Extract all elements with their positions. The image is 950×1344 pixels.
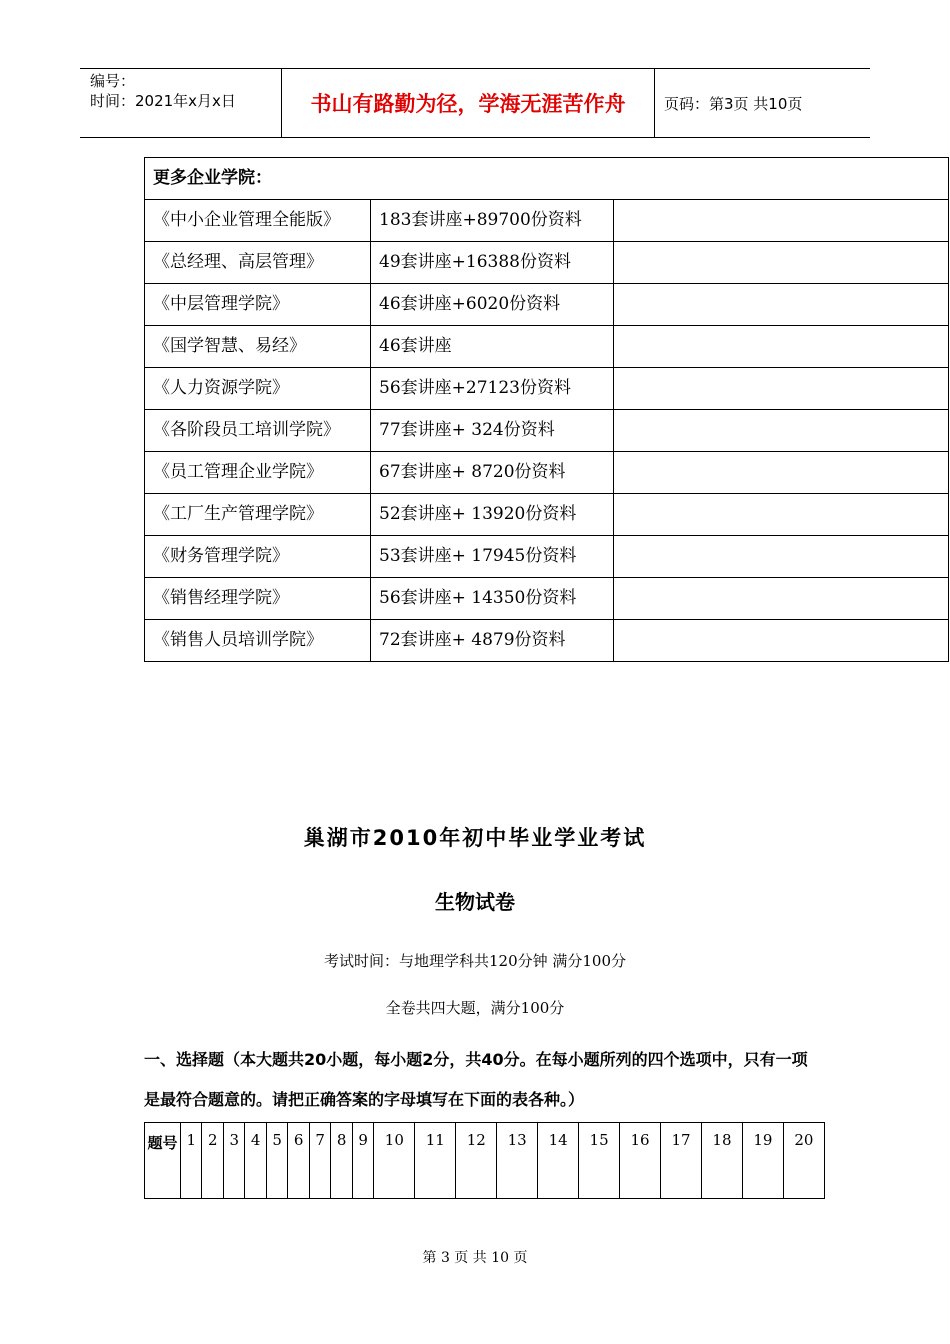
course-row bbox=[145, 494, 949, 536]
answer-number-cell: 19 bbox=[742, 1123, 783, 1199]
course-empty-cell bbox=[614, 326, 949, 368]
date-label: 时间：2021年x月x日 bbox=[90, 92, 236, 110]
answer-number-cell: 20 bbox=[783, 1123, 824, 1199]
course-name: 《财务管理学院》 bbox=[145, 536, 371, 578]
answer-table bbox=[144, 1122, 825, 1199]
course-row bbox=[145, 578, 949, 620]
course-row bbox=[145, 410, 949, 452]
course-count: 52套讲座+ 13920份资料 bbox=[371, 494, 614, 536]
header-page-info: 页码：第3页 共10页 bbox=[664, 94, 803, 113]
course-empty-cell bbox=[614, 200, 949, 242]
exam-title: 巢湖市2010年初中毕业学业考试 bbox=[303, 826, 647, 850]
course-name: 《员工管理企业学院》 bbox=[145, 452, 371, 494]
answer-number-cell: 8 bbox=[331, 1123, 352, 1199]
exam-subtitle: 生物试卷 bbox=[435, 890, 515, 914]
answer-number-cell: 18 bbox=[701, 1123, 742, 1199]
exam-time-info: 考试时间：与地理学科共120分钟 满分100分 bbox=[323, 952, 627, 970]
answer-label: 题号 bbox=[145, 1123, 181, 1199]
course-empty-cell bbox=[614, 410, 949, 452]
course-table bbox=[144, 157, 949, 662]
course-count: 56套讲座+27123份资料 bbox=[371, 368, 614, 410]
course-count: 46套讲座+6020份资料 bbox=[371, 284, 614, 326]
course-count: 46套讲座 bbox=[371, 326, 614, 368]
course-name: 《人力资源学院》 bbox=[145, 368, 371, 410]
exam-summary: 全卷共四大题，满分100分 bbox=[385, 999, 565, 1017]
course-name: 《工厂生产管理学院》 bbox=[145, 494, 371, 536]
answer-number-cell: 14 bbox=[538, 1123, 579, 1199]
header-meta bbox=[80, 69, 280, 137]
course-name: 《中小企业管理全能版》 bbox=[145, 200, 371, 242]
answer-number-cell: 5 bbox=[266, 1123, 287, 1199]
course-empty-cell bbox=[614, 284, 949, 326]
page-header bbox=[80, 68, 870, 138]
course-count: 183套讲座+89700份资料 bbox=[371, 200, 614, 242]
course-row bbox=[145, 620, 949, 662]
answer-number-cell: 3 bbox=[223, 1123, 244, 1199]
course-name: 《销售人员培训学院》 bbox=[145, 620, 371, 662]
course-name: 《各阶段员工培训学院》 bbox=[145, 410, 371, 452]
course-table-heading: 更多企业学院： bbox=[145, 158, 949, 200]
course-row bbox=[145, 536, 949, 578]
code-label: 编号： bbox=[90, 72, 136, 90]
course-name: 《中层管理学院》 bbox=[145, 284, 371, 326]
answer-number-cell: 6 bbox=[288, 1123, 309, 1199]
course-empty-cell bbox=[614, 368, 949, 410]
course-empty-cell bbox=[614, 494, 949, 536]
answer-number-cell: 17 bbox=[661, 1123, 702, 1199]
header-motto: 书山有路勤为径，学海无涯苦作舟 bbox=[281, 69, 655, 137]
course-row bbox=[145, 242, 949, 284]
answer-number-cell: 15 bbox=[579, 1123, 620, 1199]
course-count: 56套讲座+ 14350份资料 bbox=[371, 578, 614, 620]
course-empty-cell bbox=[614, 452, 949, 494]
course-empty-cell bbox=[614, 536, 949, 578]
course-count: 53套讲座+ 17945份资料 bbox=[371, 536, 614, 578]
course-row bbox=[145, 284, 949, 326]
answer-number-cell: 2 bbox=[202, 1123, 223, 1199]
answer-number-cell: 9 bbox=[352, 1123, 373, 1199]
course-row bbox=[145, 452, 949, 494]
answer-number-cell: 12 bbox=[456, 1123, 497, 1199]
course-count: 67套讲座+ 8720份资料 bbox=[371, 452, 614, 494]
course-name: 《国学智慧、易经》 bbox=[145, 326, 371, 368]
course-count: 77套讲座+ 324份资料 bbox=[371, 410, 614, 452]
answer-number-cell: 1 bbox=[181, 1123, 202, 1199]
course-row bbox=[145, 368, 949, 410]
answer-number-row bbox=[145, 1123, 825, 1199]
course-table-heading-row bbox=[145, 158, 949, 200]
course-count: 49套讲座+16388份资料 bbox=[371, 242, 614, 284]
course-name: 《总经理、高层管理》 bbox=[145, 242, 371, 284]
course-count: 72套讲座+ 4879份资料 bbox=[371, 620, 614, 662]
section-1-instructions: 一、选择题（本大题共20小题，每小题2分，共40分。在每小题所列的四个选项中，只有一项是最符合题意的。请把正确答案的字母填写在下面的表各种。） bbox=[144, 1050, 808, 1109]
answer-number-cell: 13 bbox=[497, 1123, 538, 1199]
course-row bbox=[145, 326, 949, 368]
course-empty-cell bbox=[614, 620, 949, 662]
course-row bbox=[145, 200, 949, 242]
page-footer: 第 3 页 共 10 页 bbox=[422, 1250, 528, 1266]
answer-number-cell: 4 bbox=[245, 1123, 266, 1199]
course-empty-cell bbox=[614, 578, 949, 620]
answer-number-cell: 11 bbox=[415, 1123, 456, 1199]
answer-number-cell: 7 bbox=[309, 1123, 330, 1199]
course-name: 《销售经理学院》 bbox=[145, 578, 371, 620]
course-empty-cell bbox=[614, 242, 949, 284]
answer-number-cell: 16 bbox=[620, 1123, 661, 1199]
answer-number-cell: 10 bbox=[374, 1123, 415, 1199]
